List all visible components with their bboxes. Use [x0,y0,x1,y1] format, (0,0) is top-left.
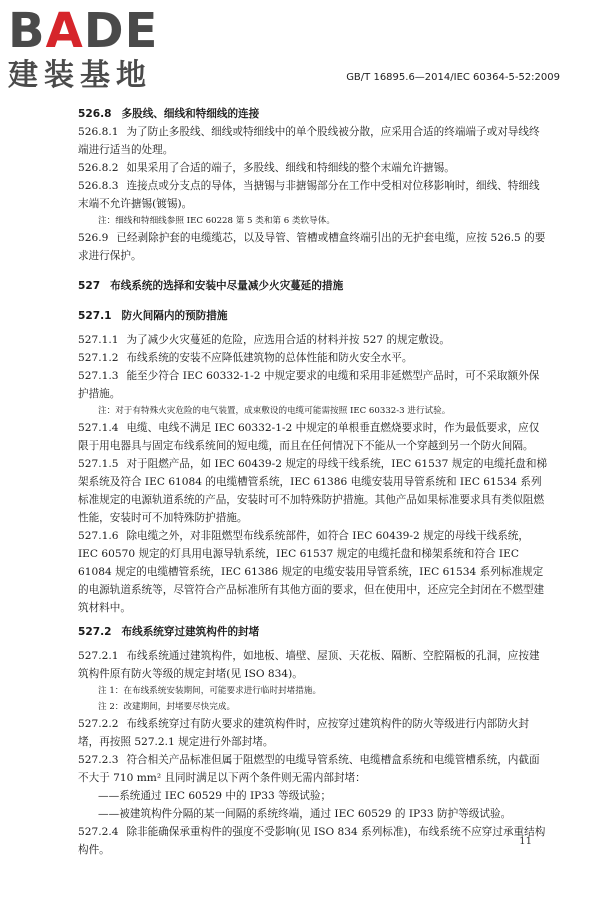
clause-text: 符合相关产品标准但属于阻燃型的电缆导管系统、电缆槽盒系统和电缆管槽系统，内截面不大于 710 mm² 且同时满足以下两个条件则无需内部封堵： [78,754,540,784]
clause-number: 526.8.3 [78,180,119,192]
document-body [78,105,548,859]
clause-text: 布线系统通过建筑构件，如地板、墙壁、屋顶、天花板、隔断、空腔隔板的孔洞，应按建筑构件原有防火等级的规定封堵(见 ISO 834)。 [78,650,540,680]
clause-number: 527.1.5 [78,458,119,470]
dash-list-item [98,787,548,805]
clause-paragraph [78,715,548,751]
clause-text: 注：细线和特细线参照 IEC 60228 第 5 类和第 6 类软导体。 [98,216,335,226]
clause-text: 除非能确保承重构件的强度不受影响(见 ISO 834 系列标准)，布线系统不应穿过承重结构构件。 [78,826,546,856]
clause-text: 连接点或分支点的导体，当搪锡与非搪锡部分在工作中受相对位移影响时，细线、特细线末端不允许搪锡(镀锡)。 [78,180,540,210]
clause-text: 为了防止多股线、细线或特细线中的单个股线被分散，应采用合适的终端端子或对导线终端进行适当的处理。 [78,126,540,156]
logo-wordmark: BADE [8,3,159,59]
clause-number: 527.2.2 [78,718,119,730]
clause-text: 防火间隔内的预防措施 [121,310,228,322]
clause-text: 注：对于有特殊火灾危险的电气装置，成束敷设的电缆可能需按照 IEC 60332-3 进行试验。 [98,406,451,416]
standard-number: GB/T 16895.6—2014/IEC 60364-5-52:2009 [346,72,560,83]
clause-number: 527.1.1 [78,334,119,346]
clause-text: 能至少符合 IEC 60332-1-2 中规定要求的电缆和采用非延燃型产品时，可不采取额外保护措施。 [78,370,540,400]
clause-text: 布线系统穿过建筑构件的封堵 [121,626,260,638]
clause-paragraph [78,331,548,349]
clause-paragraph [78,419,548,455]
clause-number: 527.2.4 [78,826,119,838]
clause-text: ——系统通过 IEC 60529 中的 IP33 等级试验； [98,790,332,802]
clause-text: 如果采用了合适的端子，多股线、细线和特细线的整个末端允许搪锡。 [126,162,455,174]
clause-text: 布线系统的选择和安装中尽量减少火灾蔓延的措施 [110,280,344,292]
clause-number: 526.8.2 [78,162,119,174]
clause-paragraph [78,349,548,367]
bade-logo [8,3,159,94]
clause-number: 526.8 [78,108,112,120]
clause-number: 527.1 [78,310,112,322]
clause-paragraph [78,823,548,859]
clause-number: 527.2.3 [78,754,119,766]
section-heading [78,105,548,123]
clause-text: 多股线、细线和特细线的连接 [121,108,260,120]
clause-paragraph [78,229,548,265]
clause-paragraph [78,647,548,683]
clause-number: 527.1.4 [78,422,119,434]
note-text [98,699,548,715]
clause-paragraph [78,177,548,213]
clause-text: 对于阻燃产品，如 IEC 60439-2 规定的母线干线系统，IEC 61537 规定的电缆托盘和梯架系统及符合 IEC 61084 的电缆槽管系统，IEC 61386 电缆安装用导管系统和 IEC 61534 系列标准规定的电源轨道系统的产品，安装时可不加特殊防护措施。其他产品如果标准要求具有类似阻燃性能，安装时可不加特殊防护措施。 [78,458,548,524]
page-number: 11 [519,836,532,847]
note-text [98,683,548,699]
clause-text: 布线系统的安装不应降低建筑物的总体性能和防火安全水平。 [126,352,413,364]
clause-number: 527.1.2 [78,352,119,364]
clause-paragraph [78,123,548,159]
note-text [98,403,548,419]
section-heading [78,277,548,295]
clause-text: 注 1：在布线系统安装期间，可能要求进行临时封堵措施。 [98,686,322,696]
clause-text: 为了减少火灾蔓延的危险，应选用合适的材料并按 527 的规定敷设。 [126,334,451,346]
section-heading [78,307,548,325]
clause-text: 布线系统穿过有防火要求的建筑构件时，应按穿过建筑构件的防火等级进行内部防火封堵，再按照 527.2.1 规定进行外部封堵。 [78,718,529,748]
clause-paragraph [78,367,548,403]
clause-text: ——被建筑构件分隔的某一间隔的系统终端，通过 IEC 60529 的 IP33 防护等级试验。 [98,808,512,820]
logo-chinese-text: 建装基地 [8,58,152,93]
clause-paragraph [78,159,548,177]
clause-number: 527 [78,280,101,292]
clause-text: 已经剥除护套的电缆缆芯，以及导管、管槽或槽盒终端引出的无护套电缆，应按 526.5 的要求进行保护。 [78,232,546,262]
clause-number: 526.8.1 [78,126,119,138]
clause-number: 527.2 [78,626,112,638]
clause-paragraph [78,455,548,527]
clause-paragraph [78,751,548,787]
clause-number: 527.1.6 [78,530,119,542]
clause-text: 注 2：改建期间，封堵要尽快完成。 [98,702,236,712]
dash-list-item [98,805,548,823]
clause-paragraph [78,527,548,617]
clause-text: 除电缆之外，对非阻燃型布线系统部件，如符合 IEC 60439-2 规定的母线干线系统，IEC 60570 规定的灯具用电源导轨系统，IEC 61537 规定的电缆托盘和梯架系统和符合 IEC 61084 规定的电缆槽管系统，IEC 61386 规定的电缆安装用导管系统，IEC 61534 系列标准规定的电源轨道系统等，尽管符合产品标准所有其他方面的要求，但在使用中，还应完全封闭在不燃型建筑材料中。 [78,530,545,614]
note-text [98,213,548,229]
spacer [78,265,548,277]
section-heading [78,623,548,641]
clause-number: 526.9 [78,232,109,244]
spacer [78,295,548,307]
clause-text: 电缆、电线不满足 IEC 60332-1-2 中规定的单根垂直燃烧要求时，作为最低要求，应仅限于用电器具与固定布线系统间的短电缆，而且在任何情况下不能从一个穿越到另一个防火间隔。 [78,422,540,452]
clause-number: 527.1.3 [78,370,119,382]
clause-number: 527.2.1 [78,650,119,662]
